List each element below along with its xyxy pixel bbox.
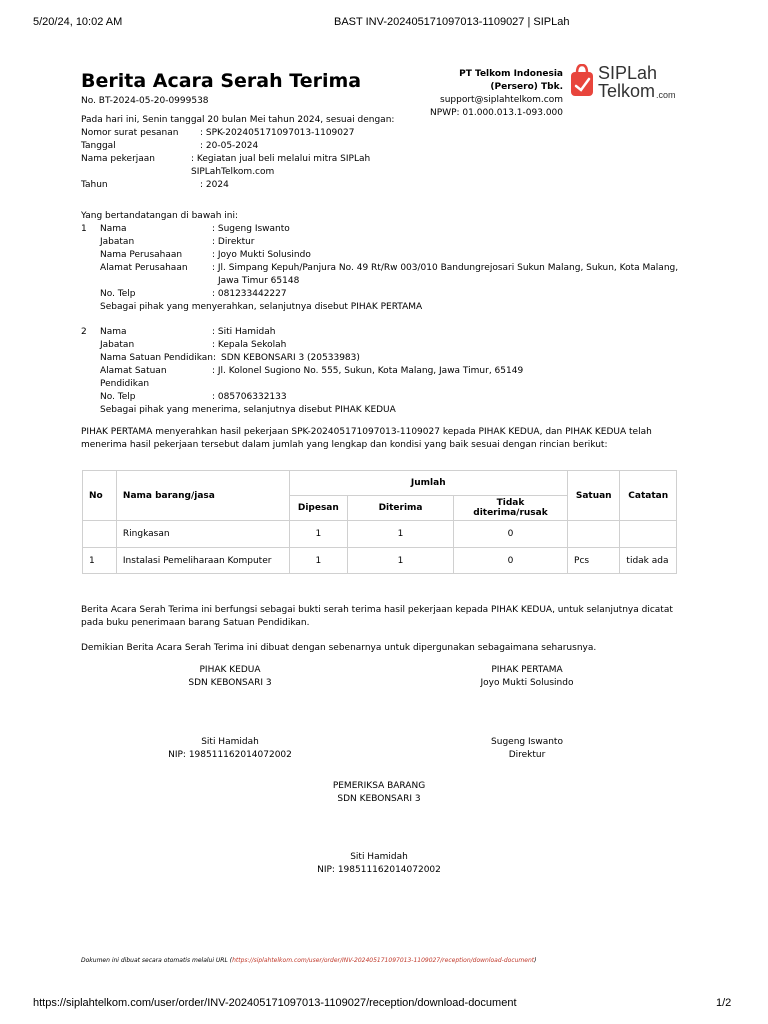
company-name-line1: PT Telkom Indonesia — [459, 69, 563, 79]
job-value-line2: SIPLahTelkom.com — [191, 167, 275, 177]
company-npwp: NPWP: 01.000.013.1-093.000 — [430, 108, 563, 118]
party2-address-label-line1: Alamat Satuan — [100, 366, 167, 376]
party2-name-value: : Siti Hamidah — [212, 327, 276, 337]
order-value: : SPK-202405171097013-1109027 — [200, 128, 355, 138]
party2-school-label: Nama Satuan Pendidikan: — [100, 353, 217, 363]
print-url: https://siplahtelkom.com/user/order/INV-202405171097013-1109027/reception/download-document — [33, 997, 517, 1009]
company-name-line2: (Persero) Tbk. — [490, 82, 563, 92]
closing-statement: Demikian Berita Acara Serah Terima ini dibuat dengan sebenarnya untuk dipergunakan sebagaimana seharusnya. — [81, 643, 597, 653]
party1-address-line1: : Jl. Simpang Kepuh/Panjura No. 49 Rt/Rw 003/010 Bandungrejosari Sukun Malang, Sukun, Kota Malang, — [212, 263, 679, 273]
row-no — [83, 521, 117, 548]
year-label: Tahun — [81, 180, 108, 190]
party2-school-value: SDN KEBONSARI 3 (20533983) — [221, 353, 360, 363]
party1-name-label: Nama — [100, 224, 127, 234]
date-label: Tanggal — [81, 141, 116, 151]
party2-phone-label: No. Telp — [100, 392, 136, 402]
header-unit: Satuan — [568, 471, 620, 521]
intro-text: Pada hari ini, Senin tanggal 20 bulan Mei tahun 2024, sesuai dengan: — [81, 115, 395, 125]
party2-address-value: : Jl. Kolonel Sugiono No. 555, Sukun, Kota Malang, Jawa Timur, 65149 — [212, 366, 524, 376]
row-unit: Pcs — [568, 548, 620, 574]
signature-right-id: Direktur — [508, 750, 546, 760]
header-not-received: Tidak diterima/rusak — [453, 496, 567, 521]
siplah-telkom-logo — [568, 64, 680, 102]
order-label: Nomor surat pesanan — [81, 128, 179, 138]
party1-phone-value: : 081233442227 — [212, 289, 287, 299]
header-notes: Catatan — [620, 471, 677, 521]
party1-address-line2: Jawa Timur 65148 — [218, 276, 300, 286]
signature-right-role: PIHAK PERTAMA — [491, 665, 563, 675]
party2-number: 2 — [81, 327, 87, 337]
logo-text-siplah: SIPLah — [598, 63, 658, 83]
print-page-title: BAST INV-202405171097013-1109027 | SIPLah — [334, 16, 570, 28]
row-no: 1 — [83, 548, 117, 574]
party2-phone-value: : 085706332133 — [212, 392, 287, 402]
header-received: Diterima — [348, 496, 454, 521]
header-quantity: Jumlah — [289, 471, 567, 496]
party1-address-label: Alamat Perusahaan — [100, 263, 188, 273]
party1-name-value: : Sugeng Iswanto — [212, 224, 290, 234]
row-item-name: Ringkasan — [116, 521, 289, 548]
signature-left-role: PIHAK KEDUA — [199, 665, 261, 675]
document-number: No. BT-2024-05-20-0999538 — [81, 96, 209, 106]
party1-position-value: : Direktur — [212, 237, 255, 247]
row-not-received: 0 — [453, 521, 567, 548]
header-item-name: Nama barang/jasa — [116, 471, 289, 521]
signature-inspector-role: PEMERIKSA BARANG — [332, 781, 426, 791]
row-not-received: 0 — [453, 548, 567, 574]
row-item-name: Instalasi Pemeliharaan Komputer — [116, 548, 289, 574]
party1-company-label: Nama Perusahaan — [100, 250, 183, 260]
table-row — [83, 548, 677, 574]
row-notes: tidak ada — [620, 548, 677, 574]
row-ordered: 1 — [289, 521, 348, 548]
signature-left-org: SDN KEBONSARI 3 — [188, 678, 272, 688]
handover-text-line2: menerima hasil pekerjaan tersebut dalam jumlah yang lengkap dan kondisi yang baik sesuai dengan rincian berikut: — [81, 440, 608, 450]
job-label: Nama pekerjaan — [81, 154, 156, 164]
signature-left-id: NIP: 198511162014072002 — [168, 750, 292, 760]
table-header-row — [83, 471, 677, 496]
signature-right-org: Joyo Mukti Solusindo — [480, 678, 574, 688]
logo-text-com: .com — [656, 90, 676, 100]
party2-position-value: : Kepala Sekolah — [212, 340, 287, 350]
document-url-link[interactable]: https://siplahtelkom.com/user/order/INV-202405171097013-1109027/reception/download-document — [232, 957, 535, 964]
party2-address-label-line2: Pendidikan — [100, 379, 150, 389]
party1-phone-label: No. Telp — [100, 289, 136, 299]
row-received: 1 — [348, 521, 454, 548]
company-email: support@siplahtelkom.com — [440, 95, 563, 105]
document-title: Berita Acara Serah Terima — [81, 70, 362, 92]
closing-text-line2: pada buku penerimaan barang Satuan Pendidikan. — [81, 618, 310, 628]
year-value: : 2024 — [200, 180, 229, 190]
signature-inspector-name: Siti Hamidah — [350, 852, 408, 862]
signature-inspector-id: NIP: 198511162014072002 — [317, 865, 441, 875]
header-no: No — [83, 471, 117, 521]
party2-name-label: Nama — [100, 327, 127, 337]
signature-inspector-org: SDN KEBONSARI 3 — [337, 794, 421, 804]
party2-note: Sebagai pihak yang menerima, selanjutnya disebut PIHAK KEDUA — [100, 405, 396, 415]
row-notes — [620, 521, 677, 548]
closing-text-line1: Berita Acara Serah Terima ini berfungsi sebagai bukti serah terima hasil pekerjaan kepada PIHAK KEDUA, untuk selanjutnya dicatat — [81, 605, 673, 615]
row-unit — [568, 521, 620, 548]
print-datetime: 5/20/24, 10:02 AM — [33, 16, 123, 28]
row-ordered: 1 — [289, 548, 348, 574]
auto-generated-text: Dokumen ini dibuat secara otomatis melalui URL ( — [81, 957, 233, 964]
header-ordered: Dipesan — [289, 496, 348, 521]
party1-company-value: : Joyo Mukti Solusindo — [212, 250, 311, 260]
items-table — [82, 470, 677, 574]
logo-text-telkom: Telkom — [598, 81, 656, 101]
row-received: 1 — [348, 548, 454, 574]
auto-generated-note — [81, 957, 536, 964]
date-value: : 20-05-2024 — [200, 141, 259, 151]
signature-right-name: Sugeng Iswanto — [491, 737, 563, 747]
handover-text-line1: PIHAK PERTAMA menyerahkan hasil pekerjaan SPK-202405171097013-1109027 kepada PIHAK KEDUA, dan PIHAK KEDUA telah — [81, 427, 652, 437]
table-row — [83, 521, 677, 548]
job-value-line1: : Kegiatan jual beli melalui mitra SIPLah — [191, 154, 371, 164]
print-page-number: 1/2 — [716, 997, 732, 1009]
party2-position-label: Jabatan — [100, 340, 135, 350]
auto-generated-end: ) — [534, 957, 537, 964]
party1-number: 1 — [81, 224, 87, 234]
signature-left-name: Siti Hamidah — [201, 737, 259, 747]
party1-note: Sebagai pihak yang menyerahkan, selanjutnya disebut PIHAK PERTAMA — [100, 302, 423, 312]
signed-intro: Yang bertandatangan di bawah ini: — [81, 211, 238, 221]
party1-position-label: Jabatan — [100, 237, 135, 247]
